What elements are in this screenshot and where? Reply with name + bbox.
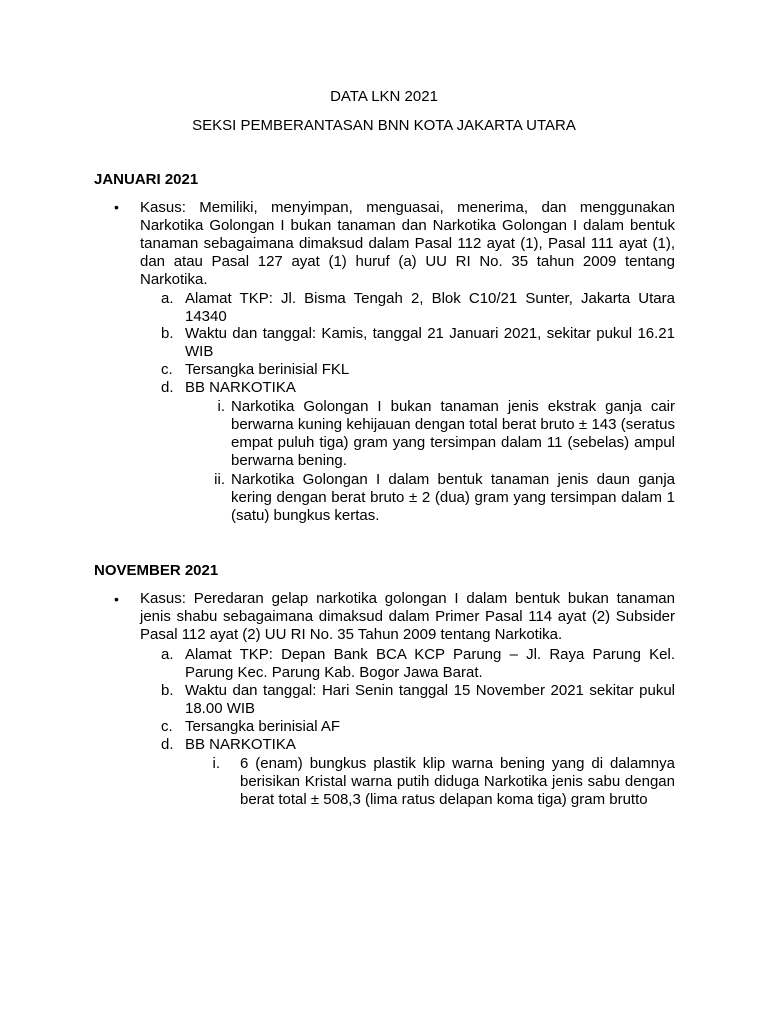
barang-bukti-item: Narkotika Golongan I dalam bentuk tanaman jenis daun ganja kering dengan berat bruto ± 2 (dua) gram yang tersimpan dalam 1 (satu) bungkus kertas. <box>231 471 675 524</box>
bb-narkotika: BB NARKOTIKA <box>185 736 296 753</box>
bullet-icon: • <box>114 591 119 607</box>
sublist-marker: i. <box>217 398 225 415</box>
alamat-tkp: Alamat TKP: Jl. Bisma Tengah 2, Blok C10/21 Sunter, Jakarta Utara 14340 <box>185 290 675 325</box>
waktu-tanggal: Waktu dan tanggal: Hari Senin tanggal 15 November 2021 sekitar pukul 18.00 WIB <box>185 682 675 717</box>
list-marker: b. <box>161 325 174 342</box>
barang-bukti-item: 6 (enam) bungkus plastik klip warna bening yang di dalamnya berisikan Kristal warna putih diduga Narkotika jenis sabu dengan berat total ± 508,3 (lima ratus delapan koma tiga) gram brutto <box>240 755 675 808</box>
list-marker: c. <box>161 361 173 378</box>
sublist-marker: ii. <box>214 471 225 488</box>
sublist-marker: i. <box>212 755 220 772</box>
section-heading-januari: JANUARI 2021 <box>94 171 199 188</box>
barang-bukti-item: Narkotika Golongan I bukan tanaman jenis ekstrak ganja cair berwarna kuning kehijauan dengan total berat bruto ± 143 (seratus empat puluh tiga) gram yang tersimpan dalam 11 (sebelas) ampul berwarna bening. <box>231 398 675 469</box>
alamat-tkp: Alamat TKP: Depan Bank BCA KCP Parung – Jl. Raya Parung Kel. Parung Kec. Parung Kab. Bogor Jawa Barat. <box>185 646 675 681</box>
list-marker: c. <box>161 718 173 735</box>
bb-narkotika: BB NARKOTIKA <box>185 379 296 396</box>
list-marker: d. <box>161 736 174 753</box>
bullet-icon: • <box>114 199 119 215</box>
tersangka: Tersangka berinisial FKL <box>185 361 350 378</box>
list-marker: b. <box>161 682 174 699</box>
list-marker: a. <box>161 290 174 307</box>
waktu-tanggal: Waktu dan tanggal: Kamis, tanggal 21 Januari 2021, sekitar pukul 16.21 WIB <box>185 325 675 360</box>
document-subtitle: SEKSI PEMBERANTASAN BNN KOTA JAKARTA UTARA <box>192 117 576 134</box>
list-marker: a. <box>161 646 174 663</box>
tersangka: Tersangka berinisial AF <box>185 718 341 735</box>
section-heading-november: NOVEMBER 2021 <box>94 562 219 579</box>
kasus-text: Kasus: Memiliki, menyimpan, menguasai, menerima, dan menggunakan Narkotika Golongan I bukan tanaman dan Narkotika Golongan I dalam bentuk tanaman sebagaimana dimaksud dalam Pasal 112 ayat (1), Pasal 111 ayat (1), dan atau Pasal 127 ayat (1) huruf (a) UU RI No. 35 tahun 2009 tentang Narkotika. <box>140 199 675 288</box>
kasus-text: Kasus: Peredaran gelap narkotika golongan I dalam bentuk bukan tanaman jenis shabu sebagaimana dimaksud dalam Primer Pasal 114 ayat (2) Subsider Pasal 112 ayat (2) UU RI No. 35 Tahun 2009 tentang Narkotika. <box>140 590 675 643</box>
document-title: DATA LKN 2021 <box>330 88 438 105</box>
list-marker: d. <box>161 379 174 396</box>
